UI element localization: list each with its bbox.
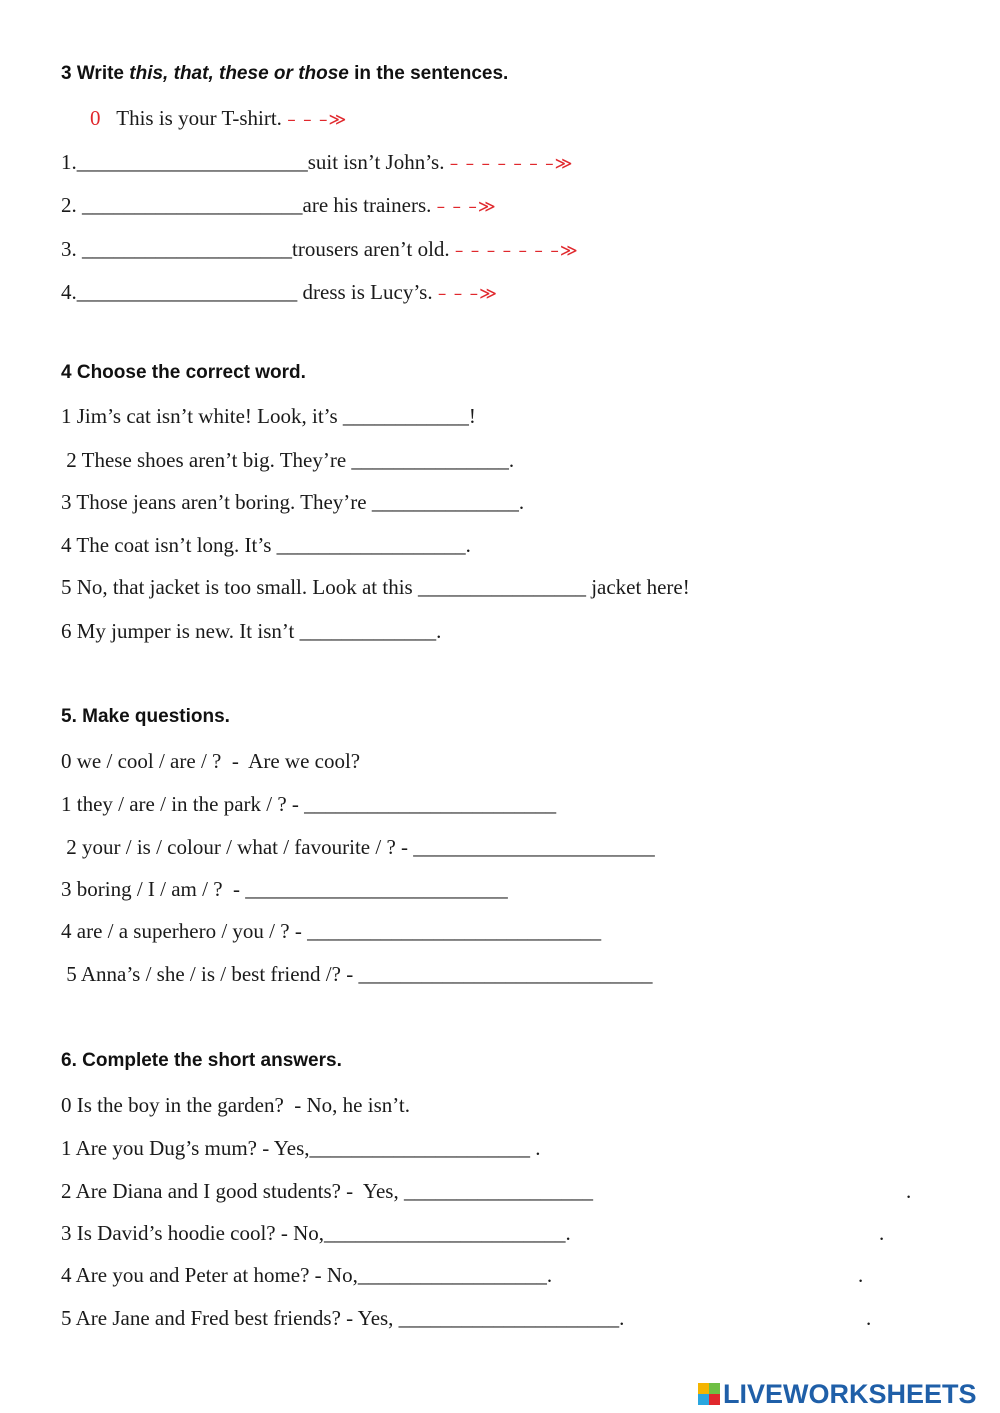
exercise-6-title: 6. Complete the short answers.: [61, 1050, 342, 1071]
exercise-6-line-4-dot: .: [858, 1263, 864, 1287]
exercise-3-line-3: [61, 237, 579, 262]
exercise-5-line-2: 2 your / is / colour / what / favourite / ? - _______________________: [61, 835, 655, 859]
example-sentence: This is your T-shirt.: [116, 106, 282, 130]
exercise-6-line-5-dot: .: [866, 1306, 872, 1330]
exercise-4-line-6: 6 My jumper is new. It isn’t _____________.: [61, 619, 442, 643]
exercise-3-title: [61, 63, 508, 85]
liveworksheets-logo-text: LIVEWORKSHEETS: [723, 1378, 977, 1409]
exercise-3-line-2: [61, 193, 497, 218]
example-number: 0: [90, 106, 101, 130]
exercise-5-title: 5. Make questions.: [61, 706, 230, 727]
exercise-4-title: 4 Choose the correct word.: [61, 362, 306, 383]
drag-arrow-icon: – – –≫: [436, 197, 497, 217]
sentence-text: 3. ____________________trousers aren’t old.: [61, 237, 450, 261]
exercise-6-line-3: 3 Is David’s hoodie cool? - No,_______________________.: [61, 1221, 571, 1245]
exercise-5-line-0: 0 we / cool / are / ? - Are we cool?: [61, 749, 361, 773]
drag-arrow-icon: – – –≫: [437, 284, 498, 304]
exercise-6-line-4: 4 Are you and Peter at home? - No,__________________.: [61, 1263, 553, 1287]
exercise-3-line-4: [61, 280, 498, 305]
drag-arrow-icon: – – – – – – –≫: [454, 241, 579, 261]
exercise-5-line-4: 4 are / a superhero / you / ? - ____________________________: [61, 919, 602, 943]
exercise-6-line-2: 2 Are Diana and I good students? - Yes, __________________: [61, 1179, 593, 1203]
drag-arrow-icon: – – – – – – –≫: [449, 154, 574, 174]
exercise-3-title-suffix: in the sentences.: [348, 63, 509, 84]
sentence-text: 4._____________________ dress is Lucy’s.: [61, 280, 433, 304]
exercise-3-example: [90, 106, 347, 131]
sentence-text: 2. _____________________are his trainers.: [61, 193, 432, 217]
exercise-6-line-3-dot: .: [879, 1221, 885, 1245]
exercise-6-line-2-dot: .: [906, 1179, 912, 1203]
exercise-4-line-5: 5 No, that jacket is too small. Look at this ________________ jacket here!: [61, 575, 690, 599]
exercise-5-line-3: 3 boring / I / am / ? - _________________________: [61, 877, 508, 901]
exercise-4-line-4: 4 The coat isn’t long. It’s __________________.: [61, 533, 471, 557]
liveworksheets-logo: [698, 1378, 977, 1410]
exercise-3-line-1: [61, 150, 573, 175]
exercise-5-line-1: 1 they / are / in the park / ? - ________________________: [61, 792, 557, 816]
liveworksheets-logo-icon: [698, 1383, 720, 1405]
drag-arrow-icon: – – –≫: [287, 110, 348, 130]
exercise-4-line-1: 1 Jim’s cat isn’t white! Look, it’s ____________!: [61, 404, 476, 428]
exercise-3-title-italic: this, that, these or those: [129, 63, 349, 84]
exercise-3-title-prefix: 3 Write: [61, 63, 130, 84]
exercise-4-line-3: 3 Those jeans aren’t boring. They’re ______________.: [61, 490, 525, 514]
exercise-5-line-5: 5 Anna’s / she / is / best friend /? - ____________________________: [61, 962, 653, 986]
exercise-6-line-1: 1 Are you Dug’s mum? - Yes,_____________________ .: [61, 1136, 541, 1160]
exercise-6-line-0: 0 Is the boy in the garden? - No, he isn’t.: [61, 1093, 410, 1117]
exercise-4-line-2: 2 These shoes aren’t big. They’re _______________.: [61, 448, 515, 472]
exercise-6-line-5: 5 Are Jane and Fred best friends? - Yes, _____________________.: [61, 1306, 625, 1330]
sentence-text: 1.______________________suit isn’t John’s.: [61, 150, 445, 174]
